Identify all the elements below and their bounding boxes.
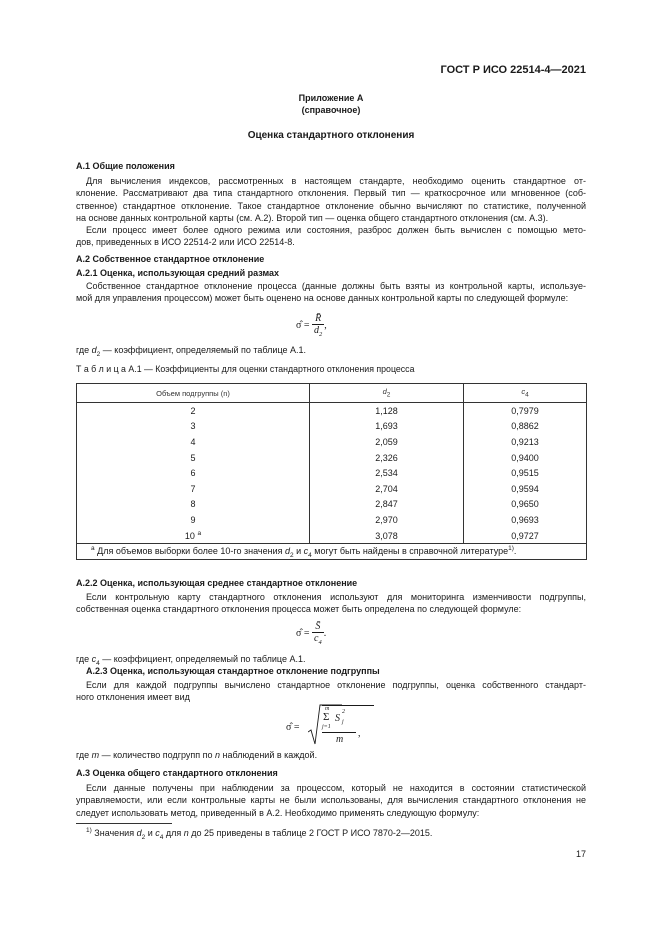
section-a22-paragraph [76, 591, 586, 616]
cell-d2: 2,059 [310, 434, 464, 450]
table-row [77, 419, 587, 435]
table-row [77, 434, 587, 450]
cell-n: 3 [77, 419, 310, 435]
text-line: Если данные получены при наблюдении за процессом, который не находится в состоянии статистической [86, 783, 586, 793]
text-line: мой для управления процессом) может быть оценено на основе данных контрольной карты по следующей формуле: [76, 293, 569, 304]
formula-lhs: σ̂ = [286, 722, 300, 733]
table-row [77, 481, 587, 497]
column-header-n: Объем подгруппы (n) [77, 384, 310, 403]
table-note: $^a$ Для объемов выборки более 10-го значения $d_2$ и $c_4$ могут быть найдены в справочной литературе$^{1)}$. [77, 544, 587, 560]
formula-sigma-range [296, 313, 327, 338]
table-row [77, 528, 587, 544]
cell-n: 2 [77, 403, 310, 419]
text-line: Собственное стандартное отклонение процесса (данные должны быть взяты из контрольной карты, использye- [86, 281, 586, 291]
footnote-separator [76, 823, 172, 824]
cell-c4: 0,8862 [464, 419, 587, 435]
section-a3-heading: А.3 Оценка общего стандартного отклонения [76, 768, 278, 778]
appendix-subtitle: (справочное) [301, 105, 361, 115]
sqrt-content [322, 705, 374, 748]
cell-c4: 0,9213 [464, 434, 587, 450]
page-number: 17 [575, 849, 586, 859]
section-a22-heading: А.2.2 Оценка, использующая среднее стандартное отклонение [76, 578, 358, 588]
cell-c4: 0,9727 [464, 528, 587, 544]
text-line: на основе данных контрольной карты (см. А.2). Второй тип — оценка общего стандартного отклонения (см. А.3). [76, 213, 549, 224]
table-row [77, 465, 587, 481]
text-line: Для вычисления индексов, рассмотренных в настоящем стандарте, необходимо оценить стандартное от- [86, 176, 586, 186]
table-note-row [77, 544, 587, 560]
cell-n: 9 [77, 512, 310, 528]
section-a21-heading: А.2.1 Оценка, использующая средний размах [76, 268, 280, 278]
cell-d2: 2,970 [310, 512, 464, 528]
section-a1-heading: А.1 Общие положения [76, 161, 175, 171]
cell-n: 8 [77, 497, 310, 513]
where-m: где m — количество подгрупп по n наблюдений в каждой. [76, 750, 318, 760]
text-line: Если процесс имеет более одного режима или состояния, разброс должен быть вычислен с помощью мето- [86, 225, 586, 235]
formula-lhs: σ̂ = [296, 627, 310, 639]
section-a1-paragraph-1 [76, 175, 586, 225]
text-line: дов, приведенных в ИСО 22514-2 или ИСО 22514-8. [76, 237, 295, 248]
table-row [77, 512, 587, 528]
text-line: следует использовать метод, приведенный в А.2. Необходимо применять следующую формулу: [76, 807, 480, 818]
cell-c4: 0,9594 [464, 481, 587, 497]
text-line: ственное) стандартное отклонение. Такое стандартное отклонение обычно вычисляют по статистике, полученной [76, 200, 586, 211]
column-header-d2: $d_2$ [310, 384, 464, 403]
cell-n: 4 [77, 434, 310, 450]
section-a21-paragraph [76, 280, 586, 305]
sum-upper: m [325, 706, 330, 712]
text-line: управляемости, или если контрольные карты не были использованы, для вычисления стандартного отклонения не [76, 795, 586, 806]
where-c4: где $c_4$ — коэффициент, определяемый по таблице А.1. [76, 654, 306, 667]
section-a1-paragraph-2 [76, 224, 586, 249]
text-line: собственная оценка стандартного отклонения процесса может быть определена по следующей формуле: [76, 604, 522, 615]
formula-numerator: S̄ [312, 621, 324, 633]
text-line: ного отклонения имеет вид [76, 692, 190, 703]
formula-sigma-subgroup [286, 704, 376, 748]
cell-n: 7 [77, 481, 310, 497]
text-line: Если контрольную карту стандартного отклонения используют для мониторинга изменчивости подгруппы, [86, 592, 586, 602]
formula-sigma-mean-sd [296, 621, 326, 646]
cell-n: 10 $^a$ [77, 528, 310, 544]
where-d2: где $d_2$ — коэффициент, определяемый по таблице А.1. [76, 345, 307, 358]
formula-tail: . [323, 627, 327, 639]
formula-tail: , [324, 319, 327, 331]
sum-icon: Σ [323, 711, 330, 723]
cell-d2: 2,847 [310, 497, 464, 513]
formula-denominator: $c_4$ [314, 633, 322, 646]
cell-n: 5 [77, 450, 310, 466]
column-header-c4: $c_4$ [464, 384, 587, 403]
cell-d2: 1,128 [310, 403, 464, 419]
cell-d2: 2,704 [310, 481, 464, 497]
cell-d2: 2,326 [310, 450, 464, 466]
cell-n: 6 [77, 465, 310, 481]
section-a23-heading: А.2.3 Оценка, использующая стандартное отклонение подгруппы [86, 666, 380, 676]
cell-d2: 2,534 [310, 465, 464, 481]
section-a23-paragraph [76, 679, 586, 704]
cell-c4: 0,9650 [464, 497, 587, 513]
section-a3-paragraph [76, 782, 586, 819]
cell-c4: 0,9515 [464, 465, 587, 481]
section-a2-heading: А.2 Собственное стандартное отклонение [76, 254, 265, 264]
appendix-title: Приложение А [298, 93, 364, 103]
formula-lhs: σ̂ = [296, 319, 310, 331]
text-line: Если для каждой подгруппы вычислено стандартное отклонение подгруппы, оценка собственного стандарт- [86, 680, 586, 690]
fraction-bar [322, 732, 356, 733]
sum-term: S 2 j [335, 709, 345, 725]
table-row [77, 450, 587, 466]
table-row [77, 403, 587, 419]
table-row [77, 497, 587, 513]
cell-c4: 0,7979 [464, 403, 587, 419]
formula-fraction [312, 621, 324, 646]
table-caption: Т а б л и ц а А.1 — Коэффициенты для оценки стандартного отклонения процесса [76, 364, 415, 374]
formula-denominator: $d_2$ [314, 325, 323, 338]
coefficients-table [76, 383, 587, 560]
standard-code-header: ГОСТ Р ИСО 22514-4—2021 [440, 64, 586, 76]
cell-c4: 0,9400 [464, 450, 587, 466]
formula-denominator: m [336, 734, 344, 745]
formula-tail: , [358, 728, 361, 739]
cell-d2: 3,078 [310, 528, 464, 544]
sum-lower: j=1 [322, 724, 331, 730]
appendix-heading: Оценка стандартного отклонения [247, 130, 415, 141]
formula-numerator: R̄ [312, 313, 324, 325]
cell-c4: 0,9693 [464, 512, 587, 528]
formula-fraction [312, 313, 324, 338]
cell-d2: 1,693 [310, 419, 464, 435]
footnote: $^{1)}$ Значения $d_2$ и $c_4$ для n до 25 приведены в таблице 2 ГОСТ Р ИСО 7870-2—2015. [86, 827, 433, 841]
table-header-row [77, 384, 587, 403]
text-line: клонение. Рассматривают два типа стандартного отклонения. Первый тип — краткосрочное или мгновенное (соб- [76, 188, 586, 199]
